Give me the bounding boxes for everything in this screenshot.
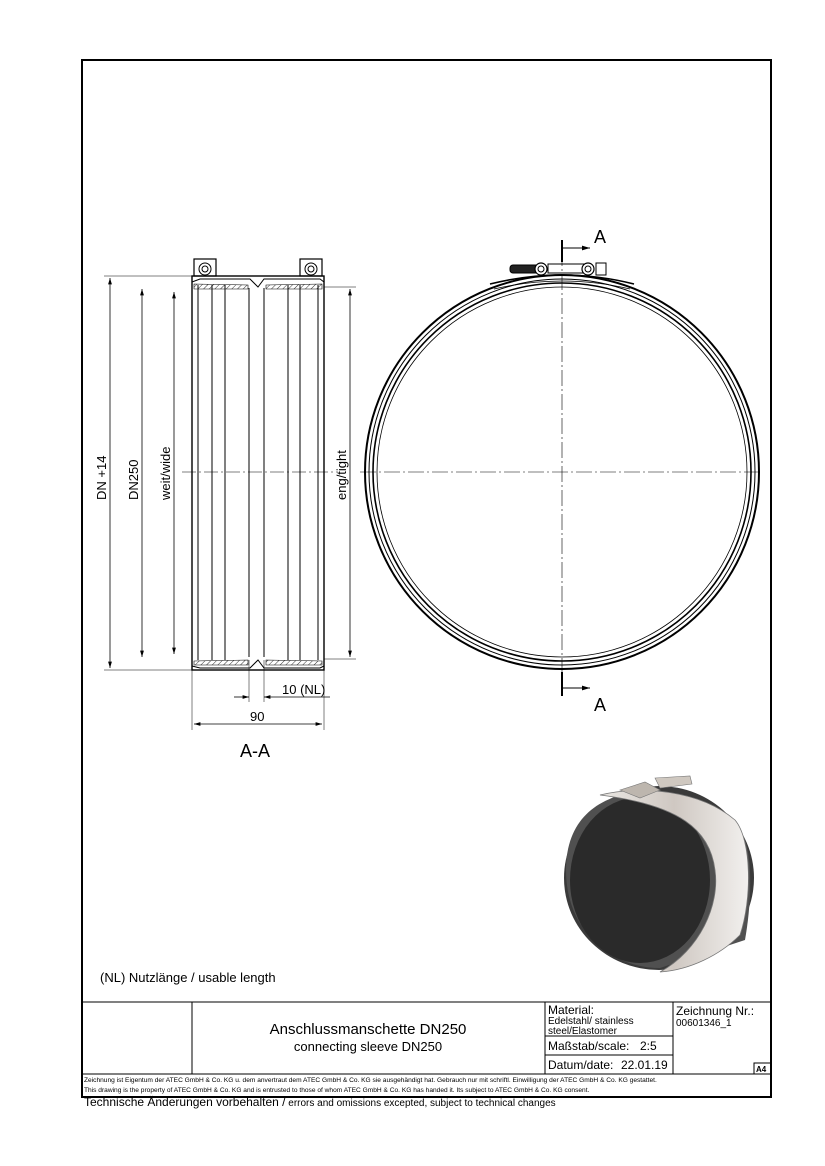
- dim-usable-label: 10 (NL): [282, 682, 326, 697]
- dim-dn-label: DN250: [126, 459, 141, 500]
- material-value-1: Edelstahl/ stainless: [548, 1016, 634, 1027]
- dim-wide-label: weit/wide: [158, 446, 173, 500]
- title-main: Anschlussmanschette DN250: [269, 1021, 467, 1038]
- date-label: Datum/date:: [548, 1058, 614, 1072]
- scale-label: Maßstab/scale:: [548, 1039, 630, 1053]
- section-view: [182, 259, 338, 670]
- section-label: A-A: [240, 741, 271, 761]
- product-3d-render: [564, 776, 754, 972]
- material-value-2: steel/Elastomer: [548, 1026, 617, 1037]
- footer-de: Technische Änderungen vorbehalten /: [84, 1095, 286, 1109]
- legend-text: (NL) Nutzlänge / usable length: [100, 970, 276, 985]
- cutting-plane-markers: [562, 240, 590, 696]
- copyright-en: This drawing is the property of ATEC GmbH & Co. KG and is entrusted to those of whom ATEC GmbH & Co. KG has handed it. Its subject to ATEC GmbH & Co. KG consent.: [84, 1087, 590, 1094]
- dim-tight-label: eng/tight: [334, 450, 349, 500]
- material-label: Material:: [548, 1003, 595, 1017]
- format-label: A4: [756, 1065, 767, 1074]
- section-marker-bottom: A: [594, 695, 607, 715]
- footer-note: [84, 1095, 556, 1109]
- dim-width-label: 90: [250, 709, 265, 724]
- date-value: 22.01.19: [621, 1058, 668, 1072]
- footer-en: errors and omissions excepted, subject to technical changes: [285, 1098, 556, 1109]
- copyright-de: Zeichnung ist Eigentum der ATEC GmbH & Co. KG u. dem anvertraut dem ATEC GmbH & Co. KG sie ausgehändigt hat. Gebrauch nur mit schriftl. Einwilligung der ATEC GmbH & Co. KG gestattet.: [84, 1077, 657, 1084]
- front-view: [360, 250, 762, 694]
- title-sub: connecting sleeve DN250: [293, 1039, 443, 1054]
- drawing-no-label: Zeichnung Nr.:: [676, 1004, 755, 1018]
- clamp-screw: [510, 263, 606, 275]
- scale-value: 2:5: [640, 1039, 657, 1053]
- drawing-no: 00601346_1: [676, 1018, 732, 1029]
- dim-dn-plus-label: DN +14: [94, 455, 109, 500]
- section-marker-top: A: [594, 227, 607, 247]
